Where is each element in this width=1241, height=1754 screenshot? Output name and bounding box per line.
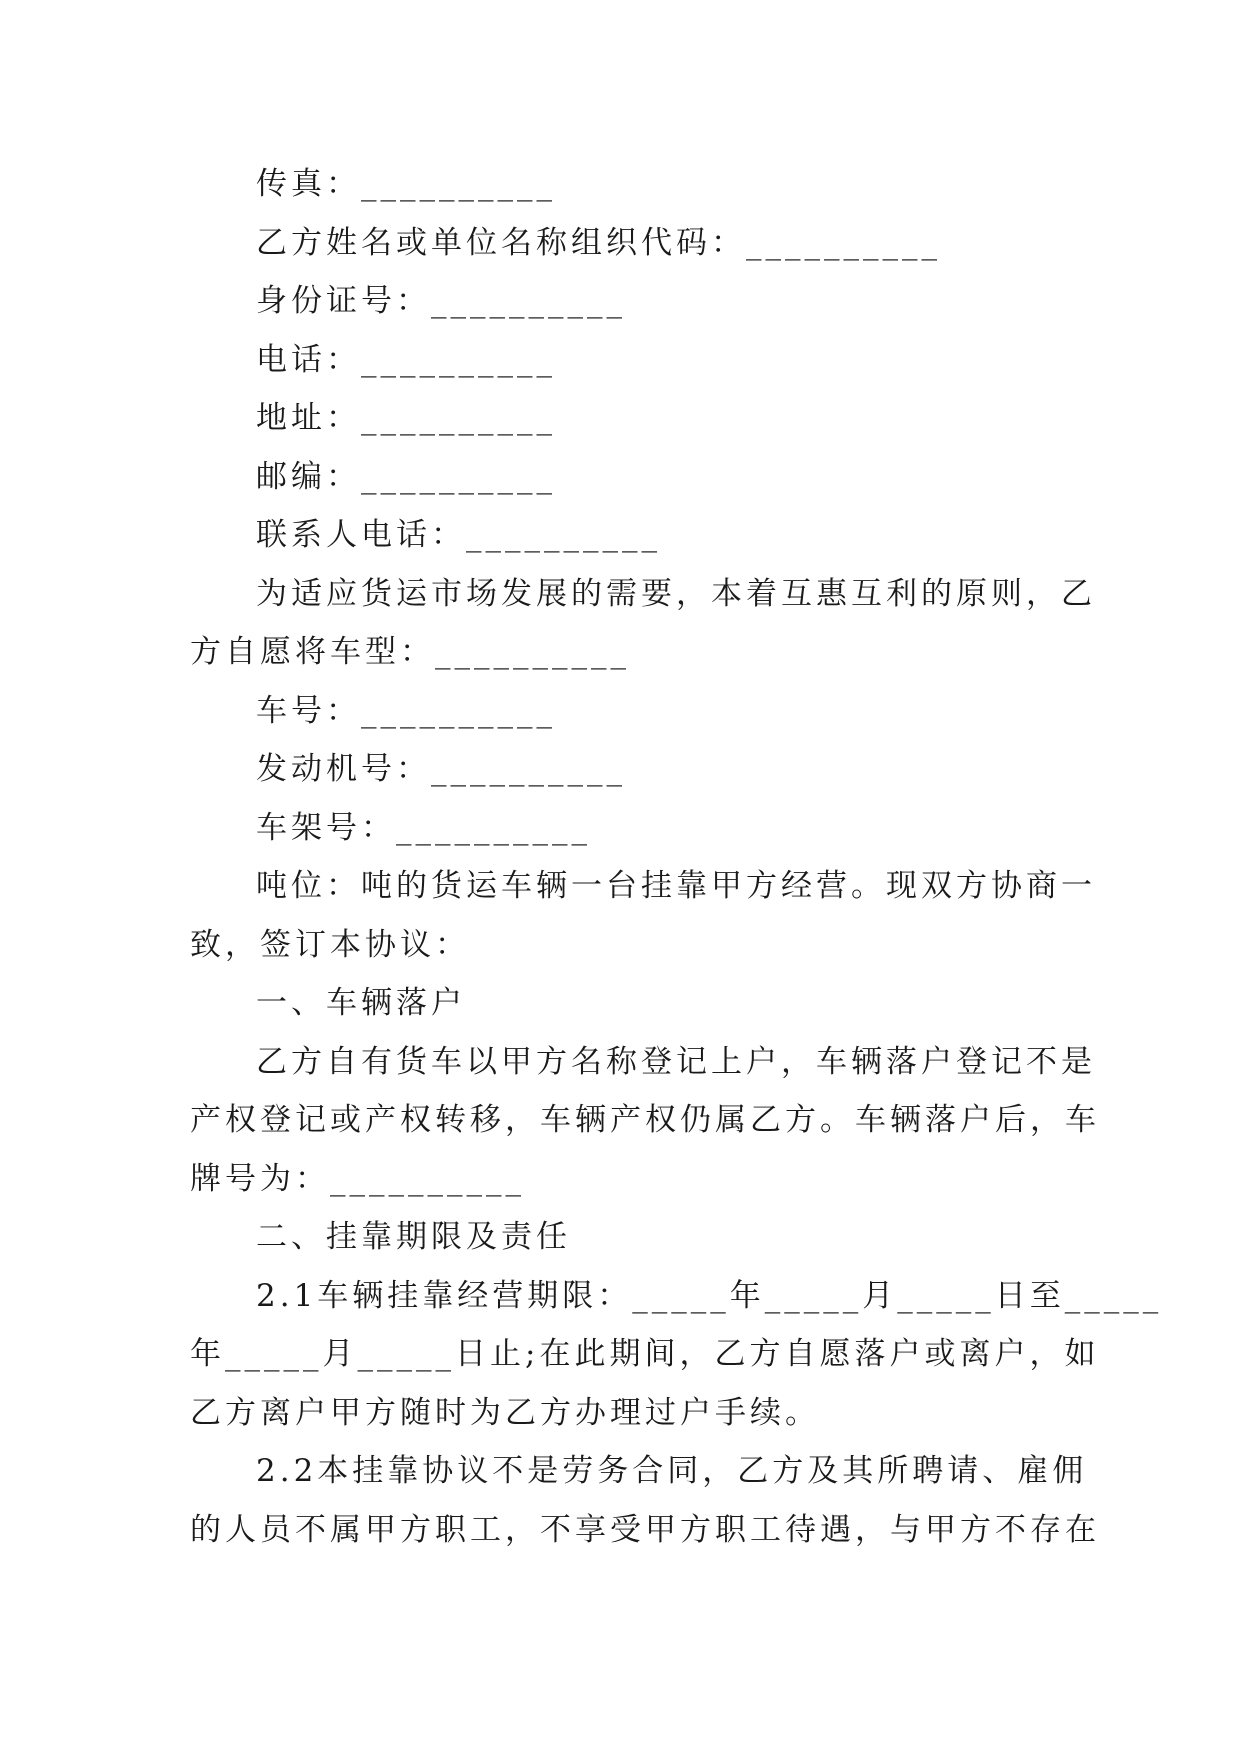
section-1-paragraph-line-2: 产权登记或产权转移，车辆产权仍属乙方。车辆落户后，车 — [190, 1102, 1100, 1138]
intro-paragraph-line-1: 为适应货运市场发展的需要，本着互惠互利的原则，乙 — [256, 575, 1096, 612]
contact-phone-field: 联系人电话：__________ — [256, 517, 661, 553]
section-1-paragraph-line-1: 乙方自有货车以甲方名称登记上户，车辆落户登记不是 — [256, 1043, 1096, 1080]
vehicle-number-field: 车号：__________ — [256, 692, 556, 729]
engine-number-field: 发动机号：__________ — [256, 751, 626, 787]
section-1-paragraph-line-3: 牌号为：__________ — [190, 1160, 525, 1197]
clause-2-2-line-2: 的人员不属甲方职工，不享受甲方职工待遇，与甲方不存在 — [190, 1511, 1100, 1548]
clause-2-1-line-3: 乙方离户甲方随时为乙方办理过户手续。 — [190, 1394, 820, 1431]
clause-2-2-line-1: 2.2本挂靠协议不是劳务合同，乙方及其所聘请、雇佣 — [256, 1453, 1088, 1489]
tonnage-paragraph-line-2: 致，签订本协议： — [190, 926, 470, 963]
intro-paragraph-line-2: 方自愿将车型：__________ — [190, 634, 630, 670]
clause-2-1-line-2: 年_____月_____日止;在此期间，乙方自愿落户或离户，如 — [190, 1336, 1100, 1372]
section-heading-2: 二、挂靠期限及责任 — [256, 1219, 571, 1255]
party-b-name-org-code-field: 乙方姓名或单位名称组织代码：__________ — [256, 224, 941, 261]
fax-field: 传真：__________ — [256, 166, 556, 202]
clause-2-1-line-1: 2.1车辆挂靠经营期限：_____年_____月_____日至_____ — [256, 1277, 1163, 1314]
postcode-field: 邮编：__________ — [256, 458, 556, 495]
address-field: 地址：__________ — [256, 400, 556, 436]
phone-field: 电话：__________ — [256, 341, 556, 378]
frame-number-field: 车架号：__________ — [256, 809, 591, 846]
tonnage-paragraph-line-1: 吨位：吨的货运车辆一台挂靠甲方经营。现双方协商一 — [256, 868, 1096, 904]
document-body — [190, 155, 1163, 1559]
section-heading-1: 一、车辆落户 — [256, 985, 466, 1021]
id-number-field: 身份证号：__________ — [256, 283, 626, 319]
